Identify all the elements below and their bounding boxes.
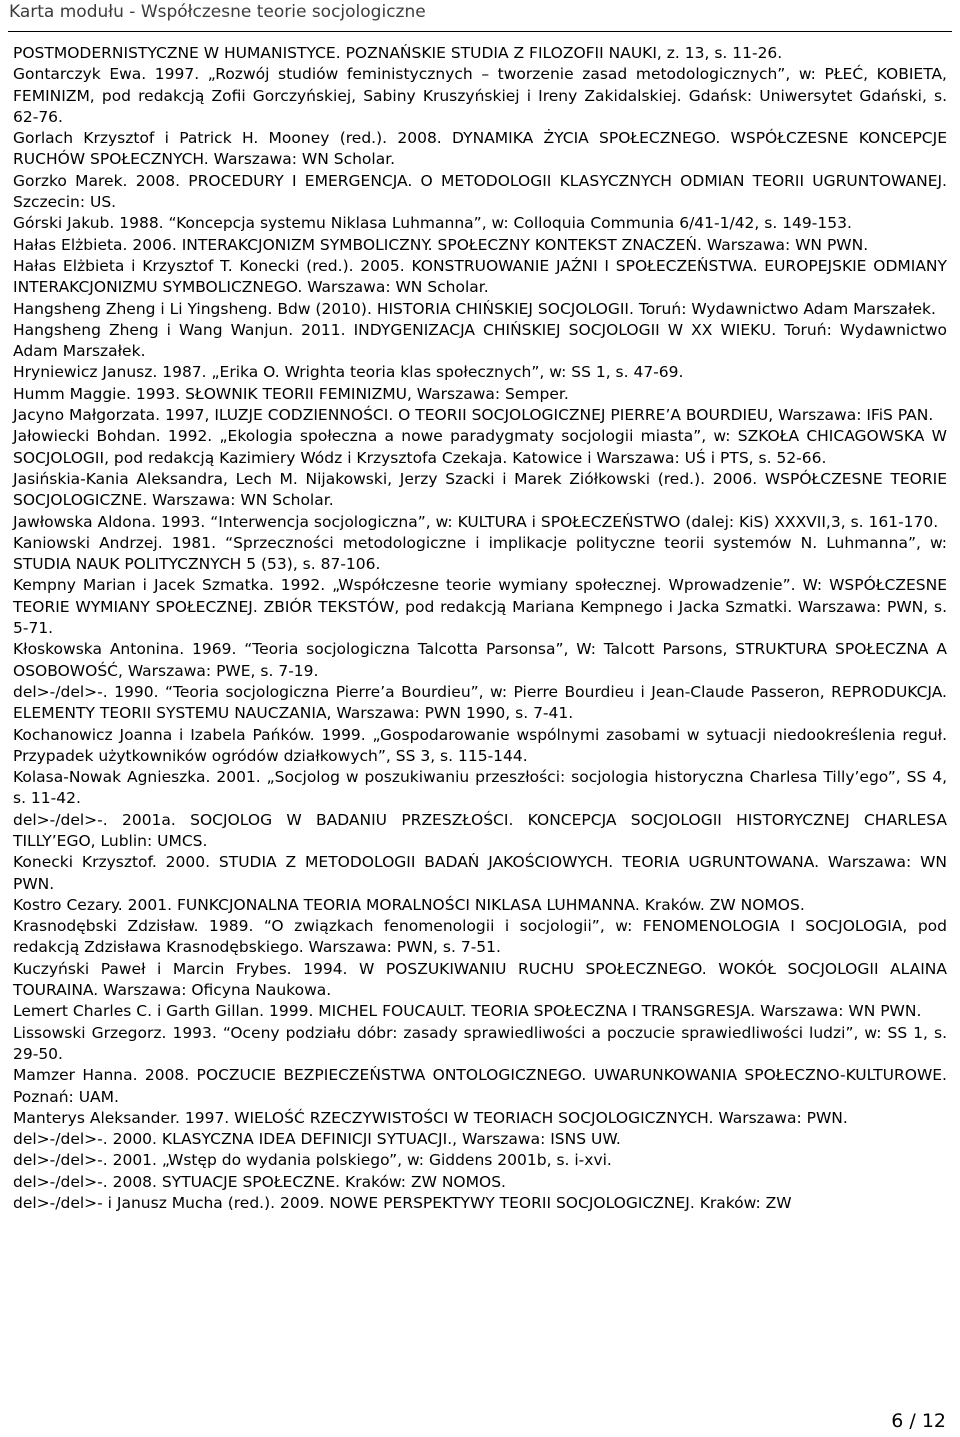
bibliography-entry: Jawłowska Aldona. 1993. “Interwencja socjologiczna”, w: KULTURA i SPOŁECZEŃSTWO (dalej: KiS) XXXVII,3, s. 161-170. [13, 512, 939, 531]
bibliography-entry: Mamzer Hanna. 2008. POCZUCIE BEZPIECZEŃSTWA ONTOLOGICZNEGO. UWARUNKOWANIA SPOŁECZNO-KULTUROWE. Poznań: UAM. [13, 1066, 947, 1106]
bibliography-entry: Gorlach Krzysztof i Patrick H. Mooney (red.). 2008. DYNAMIKA ŻYCIA SPOŁECZNEGO. WSPÓŁCZESNE KONCEPCJE RUCHÓW SPOŁECZNYCH. Warszawa: WN Scholar. [13, 129, 947, 169]
page-number: 6 / 12 [891, 1410, 946, 1432]
bibliography-entry: POSTMODERNISTYCZNE W HUMANISTYCE. POZNAŃSKIE STUDIA Z FILOZOFII NAUKI, z. 13, s. 11-26. [13, 44, 783, 62]
bibliography-entry: Konecki Krzysztof. 2000. STUDIA Z METODOLOGII BADAŃ JAKOŚCIOWYCH. TEORIA UGRUNTOWANA. Warszawa: WN PWN. [13, 853, 947, 893]
bibliography-entry: Kuczyński Paweł i Marcin Frybes. 1994. W POSZUKIWANIU RUCHU SPOŁECZNEGO. WOKÓŁ SOCJOLOGII ALAINA TOURAINA. Warszawa: Oficyna Naukowa. [13, 959, 947, 1000]
bibliography-entry: Jałowiecki Bohdan. 1992. „Ekologia społeczna a nowe paradygmaty socjologii miasta”, w: SZKOŁA CHICAGOWSKA W SOCJOLOGII, pod redakcją Kazimiery Wódz i Krzysztofa Czekaja. Katowice i Warszawa: UŚ i PTS, s. 52-66. [13, 427, 947, 467]
bibliography-entry: del>-/del>-. 2000. KLASYCZNA IDEA DEFINICJI SYTUACJI., Warszawa: ISNS UW. [13, 1130, 621, 1149]
bibliography-entry: Kempny Marian i Jacek Szmatka. 1992. „Współczesne teorie wymiany społecznej. Wprowadzenie”. W: WSPÓŁCZESNE TEORIE WYMIANY SPOŁECZNEJ. ZBIÓR TEKSTÓW, pod redakcją Mariana Kempnego i Jacka Szmatki. Warszawa: PWN, s. 5-71. [13, 576, 947, 638]
bibliography-entry: Hałas Elżbieta. 2006. INTERAKCJONIZM SYMBOLICZNY. SPOŁECZNY KONTEKST ZNACZEŃ. Warszawa: WN PWN. [13, 235, 869, 254]
bibliography-entry: Górski Jakub. 1988. “Koncepcja systemu Niklasa Luhmanna”, w: Colloquia Communia 6/41-1/42, s. 149-153. [13, 214, 852, 233]
bibliography-entry: Lissowski Grzegorz. 1993. “Oceny podziału dóbr: zasady sprawiedliwości a poczucie sprawiedliwości ludzi”, w: SS 1, s. 29-50. [13, 1023, 947, 1063]
bibliography-entry: Kaniowski Andrzej. 1981. “Sprzeczności metodologiczne i implikacje polityczne teorii systemów N. Luhmanna”, w: STUDIA NAUK POLITYCZNYCH 5 (53), s. 87-106. [13, 533, 947, 574]
bibliography-entry: Hangsheng Zheng i Li Yingsheng. Bdw (2010). HISTORIA CHIŃSKIEJ SOCJOLOGII. Toruń: Wydawnictwo Adam Marszałek. [13, 299, 936, 318]
bibliography-entry: Kostro Cezary. 2001. FUNKCJONALNA TEORIA MORALNOŚCI NIKLASA LUHMANNA. Kraków. ZW NOMOS. [13, 895, 805, 914]
bibliography-entry: del>-/del>-. 2001a. SOCJOLOG W BADANIU PRZESZŁOŚCI. KONCEPCJA SOCJOLOGII HISTORYCZNEJ CHARLESA TILLY’EGO, Lublin: UMCS. [13, 810, 947, 850]
bibliography-entry: Gorzko Marek. 2008. PROCEDURY I EMERGENCJA. O METODOLOGII KLASYCZNYCH ODMIAN TEORII UGRUNTOWANEJ. Szczecin: US. [13, 171, 947, 212]
bibliography-entry: Jacyno Małgorzata. 1997, ILUZJE CODZIENNOŚCI. O TEORII SOCJOLOGICZNEJ PIERRE’A BOURDIEU, Warszawa: IFiS PAN. [13, 406, 934, 425]
bibliography-entry: Kłoskowska Antonina. 1969. “Teoria socjologiczna Talcotta Parsonsa”, W: Talcott Parsons, STRUKTURA SPOŁECZNA A OSOBOWOŚĆ, Warszawa: PWE, s. 7-19. [13, 640, 947, 680]
bibliography-entry: Manterys Aleksander. 1997. WIELOŚĆ RZECZYWISTOŚCI W TEORIACH SOCJOLOGICZNYCH. Warszawa: PWN. [13, 1108, 848, 1127]
bibliography-entry: Kochanowicz Joanna i Izabela Pańków. 1999. „Gospodarowanie wspólnymi zasobami w sytuacji niedookreślenia reguł. Przypadek użytkowników ogródów działkowych”, SS 3, s. 115-144. [13, 725, 947, 765]
header-divider [8, 31, 952, 32]
bibliography-entry: del>-/del>-. 2008. SYTUACJE SPOŁECZNE. Kraków: ZW NOMOS. [13, 1172, 506, 1191]
bibliography-entry: Hałas Elżbieta i Krzysztof T. Konecki (red.). 2005. KONSTRUOWANIE JAŹNI I SPOŁECZEŃSTWA. EUROPEJSKIE ODMIANY INTERAKCJONIZMU SYMBOLICZNEGO. Warszawa: WN Scholar. [13, 256, 947, 297]
bibliography-entry: Hangsheng Zheng i Wang Wanjun. 2011. INDYGENIZACJA CHIŃSKIEJ SOCJOLOGII W XX WIEKU. Toruń: Wydawnictwo Adam Marszałek. [13, 320, 947, 361]
bibliography-entry: del>-/del>-. 1990. “Teoria socjologiczna Pierre’a Bourdieu”, w: Pierre Bourdieu i Jean-Claude Passeron, REPRODUKCJA. ELEMENTY TEORII SYSTEMU NAUCZANIA, Warszawa: PWN 1990, s. 7-41. [13, 682, 947, 723]
bibliography-entry: Gontarczyk Ewa. 1997. „Rozwój studiów feministycznych – tworzenie zasad metodologicznych”, w: PŁEĆ, KOBIETA, FEMINIZM, pod redakcją Zofii Gorczyńskiej, Sabiny Kruszyńskiej i Ireny Zakidalskiej. Gdańsk: Uniwersytet Gdański, s. 62-76. [13, 65, 947, 126]
bibliography-entry: Hryniewicz Janusz. 1987. „Erika O. Wrighta teoria klas społecznych”, w: SS 1, s. 47-69. [13, 363, 684, 382]
bibliography-list [13, 43, 947, 1214]
bibliography-entry: Jasińskia-Kania Aleksandra, Lech M. Nijakowski, Jerzy Szacki i Marek Ziółkowski (red.). 2006. WSPÓŁCZESNE TEORIE SOCJOLOGICZNE. Warszawa: WN Scholar. [13, 469, 947, 510]
bibliography-entry: Krasnodębski Zdzisław. 1989. “O związkach fenomenologii i socjologii”, w: FENOMENOLOGIA I SOCJOLOGIA, pod redakcją Zdzisława Krasnodębskiego. Warszawa: PWN, s. 7-51. [13, 917, 947, 957]
bibliography-entry: del>-/del>- i Janusz Mucha (red.). 2009. NOWE PERSPEKTYWY TEORII SOCJOLOGICZNEJ. Kraków: ZW [13, 1194, 792, 1213]
bibliography-entry: Lemert Charles C. i Garth Gillan. 1999. MICHEL FOUCAULT. TEORIA SPOŁECZNA I TRANSGRESJA. Warszawa: WN PWN. [13, 1002, 922, 1021]
page-header-title: Karta modułu - Współczesne teorie socjologiczne [9, 2, 426, 22]
bibliography-entry: Kolasa-Nowak Agnieszka. 2001. „Socjolog w poszukiwaniu przeszłości: socjologia historyczna Charlesa Tilly’ego”, SS 4, s. 11-42. [13, 768, 947, 808]
bibliography-entry: del>-/del>-. 2001. „Wstęp do wydania polskiego”, w: Giddens 2001b, s. i-xvi. [13, 1151, 612, 1170]
bibliography-entry: Humm Maggie. 1993. SŁOWNIK TEORII FEMINIZMU, Warszawa: Semper. [13, 384, 569, 403]
